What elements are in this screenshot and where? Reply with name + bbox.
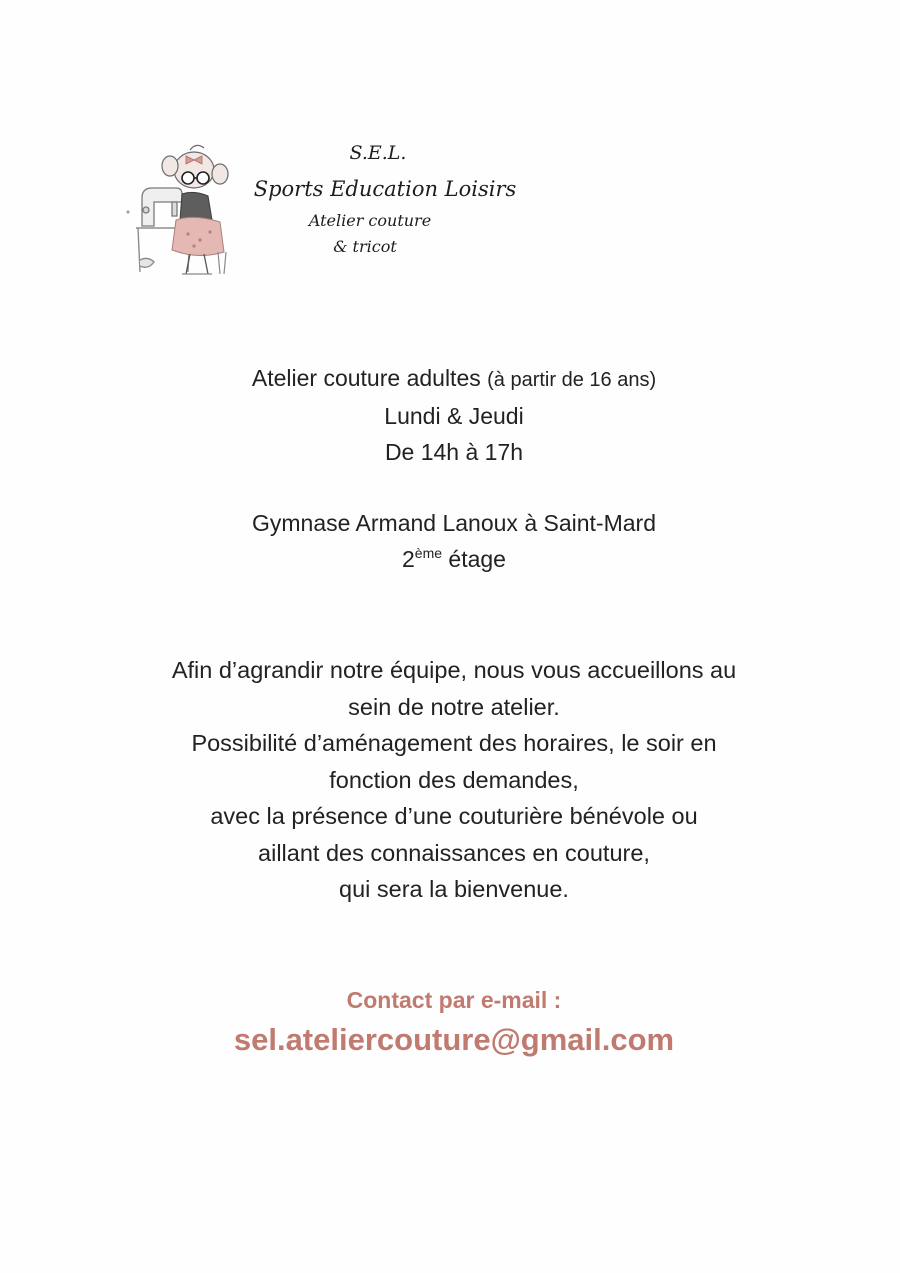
contact-label: Contact par e-mail : <box>346 987 562 1013</box>
workshop-age: (à partir de 16 ans) <box>487 369 657 391</box>
workshop-days: Lundi & Jeudi <box>384 403 524 429</box>
message-line: fonction des demandes, <box>329 766 579 793</box>
floor-word: étage <box>448 546 506 572</box>
floor-number: 2 <box>402 546 415 572</box>
message-line: avec la présence d’une couturière bénévole ou <box>210 803 698 829</box>
message-line: qui sera la bienvenue. <box>339 876 569 902</box>
venue-name: Gymnase Armand Lanoux à Saint-Mard <box>252 510 656 536</box>
message-block <box>0 652 900 908</box>
message-line: aillant des connaissances en couture, <box>258 839 650 866</box>
message-line: Afin d’agrandir notre équipe, nous vous accueillons au <box>171 657 737 683</box>
workshop-title-line <box>0 360 900 398</box>
floor-suffix: ème <box>414 545 443 561</box>
schedule-block <box>0 360 900 470</box>
workshop-title: Atelier couture adultes <box>251 365 481 391</box>
header-title-block <box>240 140 530 260</box>
message-line: sein de notre atelier. <box>348 693 560 720</box>
org-acronym: S.E.L. <box>349 142 407 164</box>
venue-floor <box>0 541 900 577</box>
message-line: Possibilité d’aménagement des horaires, le soir en <box>191 730 717 756</box>
org-name: Sports Education Loisirs <box>253 177 517 201</box>
workshop-hours: De 14h à 17h <box>384 439 524 465</box>
girl-hair <box>162 145 228 188</box>
location-block <box>0 505 900 577</box>
header-subtitle-line1: Atelier couture <box>308 211 432 230</box>
contact-block <box>0 982 900 1063</box>
contact-email[interactable]: sel.ateliercouture@gmail.com <box>233 1022 675 1057</box>
header-subtitle-line2: & tricot <box>333 237 397 256</box>
